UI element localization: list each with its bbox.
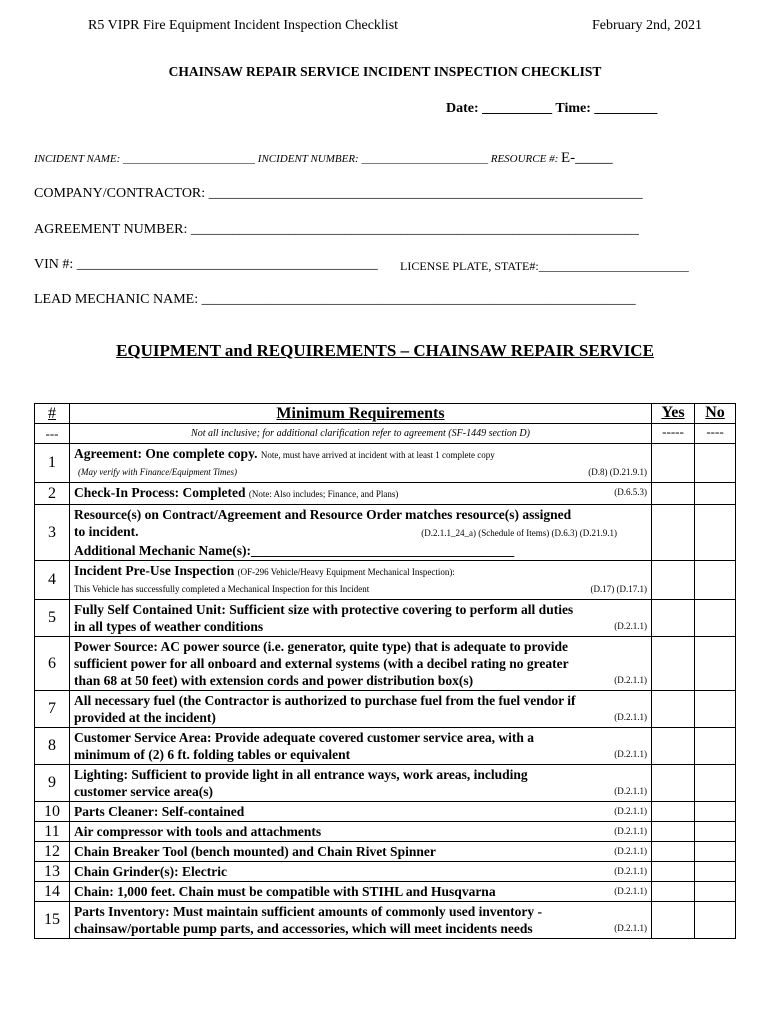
no-checkbox-cell[interactable] bbox=[695, 822, 736, 842]
reference: (D.2.1.1) bbox=[614, 806, 647, 816]
section-title: EQUIPMENT and REQUIREMENTS – CHAINSAW REPAIR SERVICE bbox=[116, 341, 654, 360]
reference: (D.8) (D.21.9.1) bbox=[588, 467, 647, 477]
row-requirement bbox=[70, 802, 652, 822]
row-number: 1 bbox=[35, 444, 70, 483]
no-dash: ---- bbox=[695, 424, 736, 444]
row-number: 15 bbox=[35, 902, 70, 939]
row-number: 6 bbox=[35, 637, 70, 691]
table-row bbox=[35, 765, 736, 802]
row-requirement bbox=[70, 822, 652, 842]
row-requirement bbox=[70, 483, 652, 505]
reference: (D.2.1.1) bbox=[614, 621, 647, 631]
row-number: 2 bbox=[35, 483, 70, 505]
reference: (D.2.1.1) bbox=[614, 675, 647, 685]
yes-checkbox-cell[interactable] bbox=[652, 505, 695, 561]
row-requirement bbox=[70, 505, 652, 561]
requirement-text: Incident Pre-Use Inspection bbox=[74, 563, 235, 578]
row-requirement bbox=[70, 637, 652, 691]
row-requirement bbox=[70, 882, 652, 902]
reference: (D.2.1.1) bbox=[614, 749, 647, 759]
requirement-sub: (May verify with Finance/Equipment Times) bbox=[78, 467, 237, 477]
reference: (D.2.1.1) bbox=[614, 826, 647, 836]
no-checkbox-cell[interactable] bbox=[695, 561, 736, 600]
table-row bbox=[35, 505, 736, 561]
incident-number-label: INCIDENT NUMBER: bbox=[257, 153, 359, 165]
yes-checkbox-cell[interactable] bbox=[652, 882, 695, 902]
table-row bbox=[35, 728, 736, 765]
yes-checkbox-cell[interactable] bbox=[652, 902, 695, 939]
requirement-note: (Note: Also includes; Finance, and Plans) bbox=[248, 489, 399, 499]
date-time-line[interactable]: Date: __________ Time: _________ bbox=[446, 101, 658, 116]
requirement-note: Note, must have arrived at incident with at least 1 complete copy bbox=[260, 450, 495, 460]
requirement-text-2: customer service area(s) bbox=[74, 784, 213, 799]
reference: (D.2.1.1) bbox=[614, 846, 647, 856]
row-requirement bbox=[70, 561, 652, 600]
table-row bbox=[35, 600, 736, 637]
yes-checkbox-cell[interactable] bbox=[652, 728, 695, 765]
row-requirement bbox=[70, 902, 652, 939]
col-req-header: Minimum Requirements bbox=[70, 404, 652, 424]
yes-checkbox-cell[interactable] bbox=[652, 765, 695, 802]
resource-field[interactable]: E-_____ bbox=[560, 150, 613, 166]
yes-checkbox-cell[interactable] bbox=[652, 842, 695, 862]
yes-checkbox-cell[interactable] bbox=[652, 802, 695, 822]
table-row bbox=[35, 561, 736, 600]
agreement-field[interactable]: AGREEMENT NUMBER: ________________________________________________________________ bbox=[34, 222, 639, 237]
no-checkbox-cell[interactable] bbox=[695, 728, 736, 765]
no-checkbox-cell[interactable] bbox=[695, 802, 736, 822]
no-checkbox-cell[interactable] bbox=[695, 691, 736, 728]
req-subheader: Not all inclusive; for additional clarification refer to agreement (SF-1449 section D) bbox=[70, 424, 652, 444]
table-row bbox=[35, 822, 736, 842]
no-checkbox-cell[interactable] bbox=[695, 882, 736, 902]
requirement-text-2: to incident. bbox=[74, 524, 139, 539]
requirement-text-2: minimum of (2) 6 ft. folding tables or equivalent bbox=[74, 747, 351, 762]
yes-checkbox-cell[interactable] bbox=[652, 822, 695, 842]
row-requirement bbox=[70, 765, 652, 802]
no-checkbox-cell[interactable] bbox=[695, 600, 736, 637]
requirement-text: Resource(s) on Contract/Agreement and Resource Order matches resource(s) assigned bbox=[74, 507, 572, 522]
requirement-text-2: chainsaw/portable pump parts, and accessories, which will meet incidents needs bbox=[74, 921, 533, 936]
num-dash: --- bbox=[35, 424, 70, 444]
row-number: 10 bbox=[35, 802, 70, 822]
reference: (D.6.5.3) bbox=[614, 487, 647, 497]
table-subheader-row bbox=[35, 424, 736, 444]
lead-mechanic-field[interactable]: LEAD MECHANIC NAME: ______________________________________________________________ bbox=[34, 292, 636, 307]
requirement-text-3: than 68 at 50 feet) with extension cords and power distribution box(s) bbox=[74, 673, 474, 688]
row-requirement bbox=[70, 600, 652, 637]
table-row bbox=[35, 483, 736, 505]
no-checkbox-cell[interactable] bbox=[695, 637, 736, 691]
requirement-text-3[interactable]: Additional Mechanic Name(s):_______________________________________ bbox=[74, 543, 515, 558]
reference: (D.2.1.1) bbox=[614, 886, 647, 896]
requirement-text-2: provided at the incident) bbox=[74, 710, 216, 725]
row-number: 9 bbox=[35, 765, 70, 802]
table-row bbox=[35, 691, 736, 728]
reference: (D.2.1.1) bbox=[614, 786, 647, 796]
requirement-sub: This Vehicle has successfully completed a Mechanical Inspection for this Incident bbox=[74, 584, 370, 594]
requirement-text: Customer Service Area: Provide adequate covered customer service area, with a bbox=[74, 730, 535, 745]
row-number: 11 bbox=[35, 822, 70, 842]
yes-checkbox-cell[interactable] bbox=[652, 637, 695, 691]
row-number: 13 bbox=[35, 862, 70, 882]
requirement-text: Air compressor with tools and attachments bbox=[74, 824, 322, 839]
col-no-header: No bbox=[695, 404, 736, 424]
yes-checkbox-cell[interactable] bbox=[652, 444, 695, 483]
row-number: 5 bbox=[35, 600, 70, 637]
no-checkbox-cell[interactable] bbox=[695, 902, 736, 939]
no-checkbox-cell[interactable] bbox=[695, 765, 736, 802]
company-field[interactable]: COMPANY/CONTRACTOR: ______________________________________________________________ bbox=[34, 186, 643, 201]
row-requirement bbox=[70, 444, 652, 483]
document-title: R5 VIPR Fire Equipment Incident Inspection Checklist bbox=[88, 18, 399, 33]
reference: (D.17) (D.17.1) bbox=[590, 584, 647, 594]
license-plate-field[interactable]: LICENSE PLATE, STATE#:_________________________ bbox=[400, 259, 689, 273]
requirement-text: Chain Grinder(s): Electric bbox=[74, 864, 227, 879]
no-checkbox-cell[interactable] bbox=[695, 862, 736, 882]
table-header-row bbox=[35, 404, 736, 424]
row-requirement bbox=[70, 728, 652, 765]
no-checkbox-cell[interactable] bbox=[695, 444, 736, 483]
requirement-text: Power Source: AC power source (i.e. generator, quite type) that is adequate to provide bbox=[74, 639, 568, 654]
requirement-text: Check-In Process: Completed bbox=[74, 485, 246, 500]
form-title: CHAINSAW REPAIR SERVICE INCIDENT INSPECTION CHECKLIST bbox=[168, 64, 602, 79]
requirement-text: Fully Self Contained Unit: Sufficient size with protective covering to perform all duties bbox=[74, 602, 574, 617]
requirement-text: Chain Breaker Tool (bench mounted) and Chain Rivet Spinner bbox=[74, 844, 436, 859]
requirement-text: Lighting: Sufficient to provide light in all entrance ways, work areas, including bbox=[74, 767, 528, 782]
no-checkbox-cell[interactable] bbox=[695, 842, 736, 862]
requirement-note: (OF-296 Vehicle/Heavy Equipment Mechanical Inspection): bbox=[237, 567, 455, 577]
no-checkbox-cell[interactable] bbox=[695, 505, 736, 561]
table-row bbox=[35, 882, 736, 902]
yes-checkbox-cell[interactable] bbox=[652, 600, 695, 637]
requirement-text: Chain: 1,000 feet. Chain must be compatible with STIHL and Husqvarna bbox=[74, 884, 496, 899]
row-number: 4 bbox=[35, 561, 70, 600]
row-requirement bbox=[70, 842, 652, 862]
reference: (D.2.1.1_24_a) (Schedule of Items) (D.6.3) (D.21.9.1) bbox=[421, 528, 617, 538]
yes-checkbox-cell[interactable] bbox=[652, 862, 695, 882]
table-row bbox=[35, 902, 736, 939]
table-row bbox=[35, 637, 736, 691]
reference: (D.2.1.1) bbox=[614, 923, 647, 933]
incident-number-field[interactable]: _______________________ bbox=[361, 153, 488, 165]
resource-label: RESOURCE #: bbox=[490, 153, 559, 165]
table-row bbox=[35, 842, 736, 862]
requirements-table bbox=[34, 403, 736, 939]
reference: (D.2.1.1) bbox=[614, 712, 647, 722]
document-date: February 2nd, 2021 bbox=[592, 18, 703, 33]
reference: (D.2.1.1) bbox=[614, 866, 647, 876]
row-number: 8 bbox=[35, 728, 70, 765]
requirement-text: All necessary fuel (the Contractor is authorized to purchase fuel from the fuel vendor if bbox=[74, 693, 576, 708]
row-number: 12 bbox=[35, 842, 70, 862]
requirement-text: Parts Cleaner: Self-contained bbox=[74, 804, 245, 819]
col-yes-header: Yes bbox=[652, 404, 695, 424]
table-row bbox=[35, 862, 736, 882]
requirement-text-2: in all types of weather conditions bbox=[74, 619, 264, 634]
row-number: 7 bbox=[35, 691, 70, 728]
vin-field[interactable]: VIN #: ___________________________________________ bbox=[34, 257, 378, 272]
incident-line bbox=[34, 150, 613, 167]
requirement-text: Agreement: One complete copy. bbox=[74, 446, 258, 461]
incident-name-label: INCIDENT NAME: bbox=[34, 153, 121, 165]
row-requirement bbox=[70, 862, 652, 882]
row-number: 3 bbox=[35, 505, 70, 561]
no-checkbox-cell[interactable] bbox=[695, 483, 736, 505]
yes-dash: ----- bbox=[652, 424, 695, 444]
table-row bbox=[35, 444, 736, 483]
requirement-text: Parts Inventory: Must maintain sufficient amounts of commonly used inventory - bbox=[74, 904, 542, 919]
yes-checkbox-cell[interactable] bbox=[652, 561, 695, 600]
col-num-header: # bbox=[35, 404, 70, 424]
row-number: 14 bbox=[35, 882, 70, 902]
yes-checkbox-cell[interactable] bbox=[652, 691, 695, 728]
incident-name-field[interactable]: ________________________ bbox=[123, 153, 256, 165]
yes-checkbox-cell[interactable] bbox=[652, 483, 695, 505]
requirement-text-2: sufficient power for all onboard and external systems (with a decibel rating no greater bbox=[74, 656, 569, 671]
table-row bbox=[35, 802, 736, 822]
row-requirement bbox=[70, 691, 652, 728]
